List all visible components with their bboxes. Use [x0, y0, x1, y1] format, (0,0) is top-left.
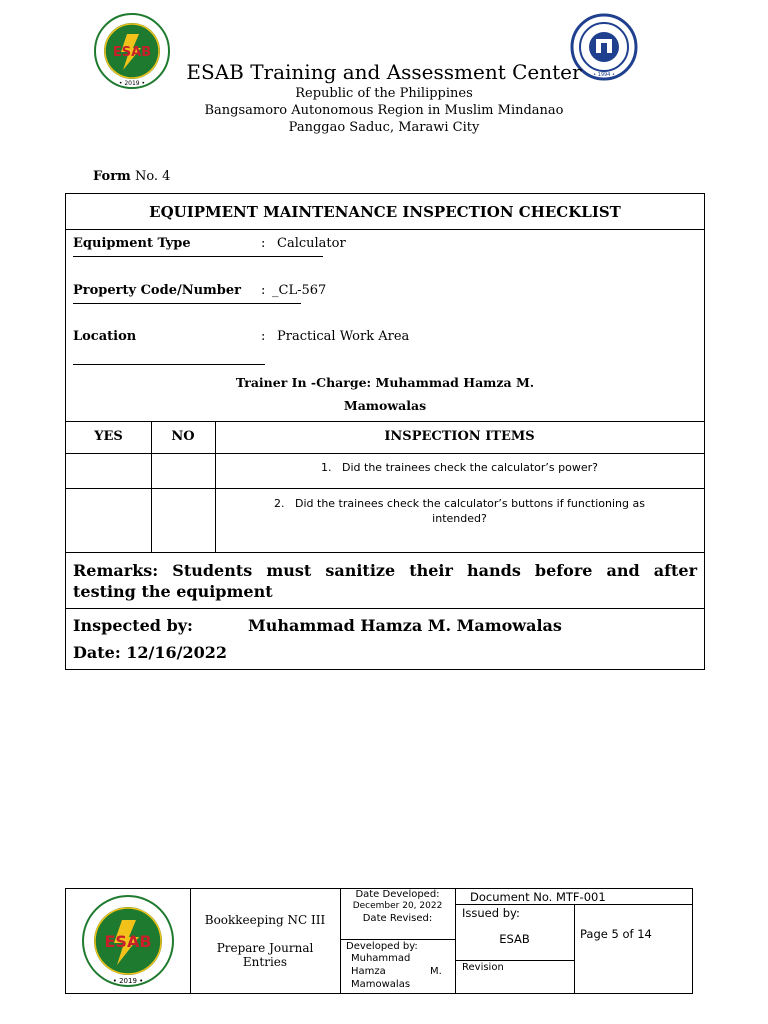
date-developed-label: Date Developed: — [355, 889, 440, 900]
footer-esab-logo-year: • 2019 • — [112, 977, 144, 985]
inspection-item-1-number: 1. — [321, 461, 332, 474]
inspection-item-2-number: 2. — [274, 497, 285, 510]
date-revised-label: Date Revised: — [362, 913, 433, 924]
equipment-type-label: Equipment Type — [73, 236, 191, 251]
property-code-value: _CL-567 — [272, 283, 327, 298]
inspection-item-1-text: Did the trainees check the calculator’s power? — [342, 461, 598, 474]
location-underline — [73, 364, 265, 365]
trainer-in-charge-line2: Mamowalas — [343, 398, 427, 413]
date-developed-value: December 20, 2022 — [352, 901, 443, 911]
document-footer — [65, 888, 693, 994]
form-number-value: No. 4 — [134, 169, 171, 184]
footer-course: Bookkeeping NC III — [204, 913, 326, 927]
inspection-date: Date: 12/16/2022 — [73, 643, 228, 662]
checklist-title: EQUIPMENT MAINTENANCE INSPECTION CHECKLIST — [149, 203, 621, 221]
inspection-item-2-text-line1: Did the trainees check the calculator’s buttons if functioning as — [295, 497, 645, 510]
developed-by-line2a: Hamza — [351, 966, 386, 977]
revision-label: Revision — [462, 962, 504, 973]
property-code-underline — [73, 303, 301, 304]
equipment-type-value: Calculator — [277, 236, 346, 251]
developed-by-line1: Muhammad — [351, 953, 411, 964]
form-label: Form — [93, 169, 131, 184]
issued-by-label: Issued by: — [462, 906, 520, 920]
location-label: Location — [73, 329, 137, 344]
property-code-colon: : — [261, 283, 266, 298]
page-number: Page 5 of 14 — [580, 927, 652, 941]
header-line-address: Panggao Saduc, Marawi City — [288, 120, 480, 135]
column-no: NO — [171, 429, 195, 444]
column-yes: YES — [94, 429, 123, 444]
org-title: ESAB Training and Assessment Center — [186, 60, 582, 84]
issued-by-value: ESAB — [499, 932, 530, 946]
location-colon: : — [261, 329, 266, 344]
property-code-label: Property Code/Number — [73, 283, 242, 298]
inspection-item-1 — [215, 461, 704, 474]
esab-logo-year: • 2019 • — [118, 80, 146, 87]
inspected-by-label: Inspected by: — [73, 616, 193, 635]
header-line-region: Bangsamoro Autonomous Region in Muslim Mindanao — [204, 103, 564, 118]
inspection-item-2 — [215, 496, 704, 526]
column-inspection-items: INSPECTION ITEMS — [384, 429, 535, 444]
developed-by-line2b: M. — [430, 966, 442, 977]
footer-module-line2: Entries — [242, 955, 288, 969]
esab-logo-mark: ESAB — [112, 45, 152, 60]
remarks: Remarks: Students must sanitize their hands before and after testing the equipment — [73, 561, 697, 601]
equipment-type-underline — [73, 256, 323, 257]
header-line-country: Republic of the Philippines — [295, 86, 473, 101]
location-value: Practical Work Area — [277, 329, 410, 344]
equipment-type-colon: : — [261, 236, 266, 251]
inspected-by-name: Muhammad Hamza M. Mamowalas — [248, 616, 562, 635]
footer-module-line1: Prepare Journal — [216, 941, 314, 955]
developed-by-line3: Mamowalas — [351, 979, 411, 990]
inspection-item-2-text-line2: intended? — [432, 512, 487, 525]
tesda-logo-year: • 1994 • — [593, 72, 615, 78]
footer-esab-logo-mark: ESAB — [104, 932, 152, 951]
developed-by-label: Developed by: — [346, 941, 418, 952]
checklist-box — [65, 193, 705, 670]
trainer-in-charge-line1: Trainer In -Charge: Muhammad Hamza M. — [235, 375, 535, 390]
document-number: Document No. MTF-001 — [470, 890, 606, 904]
footer-esab-logo — [80, 893, 176, 989]
form-number — [93, 169, 170, 184]
